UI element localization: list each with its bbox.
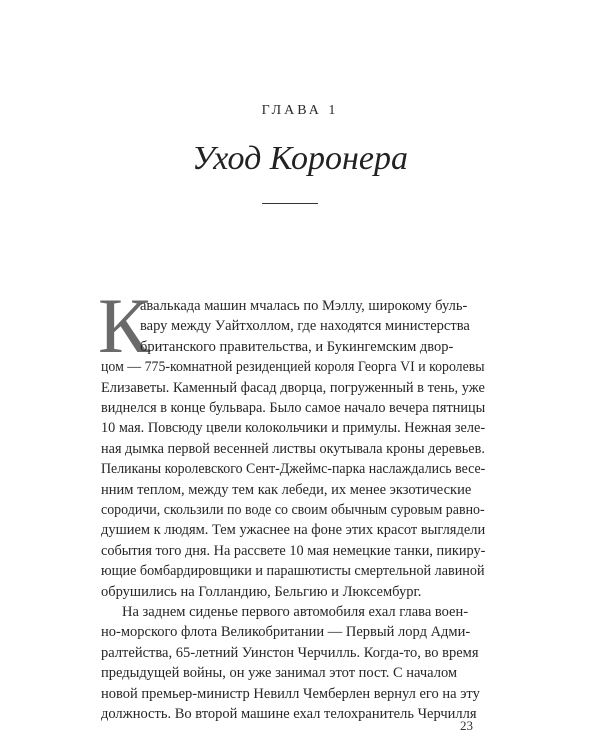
chapter-title: Уход Коронера: [191, 140, 409, 177]
text-line: вару между Уайтхоллом, где находятся министерства: [140, 318, 470, 335]
chapter-label: ГЛАВА 1: [261, 103, 339, 118]
text-line: Пеликаны королевского Сент-Джеймс-парка наслаждались весе-: [101, 461, 486, 478]
text-line: Елизаветы. Каменный фасад дворца, погруженный в тень, уже: [101, 379, 485, 396]
text-line: новой премьер-министр Невилл Чемберлен вернул его на эту: [101, 685, 480, 702]
drop-cap: К: [98, 282, 151, 369]
text-line: ралтейства, 65-летний Уинстон Черчилль. Когда-то, во время: [101, 644, 479, 661]
page-number: 23: [460, 718, 473, 733]
text-line: сородичи, скользили по воде со своим обычным суровым равно-: [101, 502, 485, 518]
title-divider: [262, 203, 318, 204]
text-line: предыдущей войны, он уже занимал этот пост. С началом: [101, 665, 458, 682]
text-line: обрушились на Голландию, Бельгию и Люксембург.: [101, 583, 422, 600]
text-line: должность. Во второй машине ехал телохранитель Черчилля: [101, 706, 477, 722]
text-line: британского правительства, и Букингемским двор-: [140, 338, 454, 355]
text-line: цом — 775-комнатной резиденцией короля Георга VI и королевы: [101, 359, 485, 376]
text-line: но-морского флота Великобритании — Первый лорд Адми-: [101, 624, 471, 641]
text-line: нним теплом, между тем как лебеди, их менее экзотические: [101, 481, 472, 498]
text-line: душием к людям. Тем ужаснее на фоне этих красот выглядели: [101, 522, 486, 539]
text-line: авалькада машин мчалась по Мэллу, широкому буль-: [140, 298, 468, 314]
text-line: На заднем сиденье первого автомобиля ехал глава воен-: [122, 604, 469, 620]
text-line: 10 мая. Повсюду цвели колокольчики и примулы. Нежная зеле-: [101, 420, 486, 437]
text-line: события того дня. На рассвете 10 мая немецкие танки, пикиру-: [101, 542, 486, 559]
text-line: виднелся в конце бульвара. Было самое начало вечера пятницы: [101, 400, 486, 416]
text-line: ющие бомбардировщики и парашютисты смертельной лавиной: [101, 563, 485, 580]
text-line: ная дымка первой весенней листвы окутывала кроны деревьев.: [101, 440, 485, 457]
